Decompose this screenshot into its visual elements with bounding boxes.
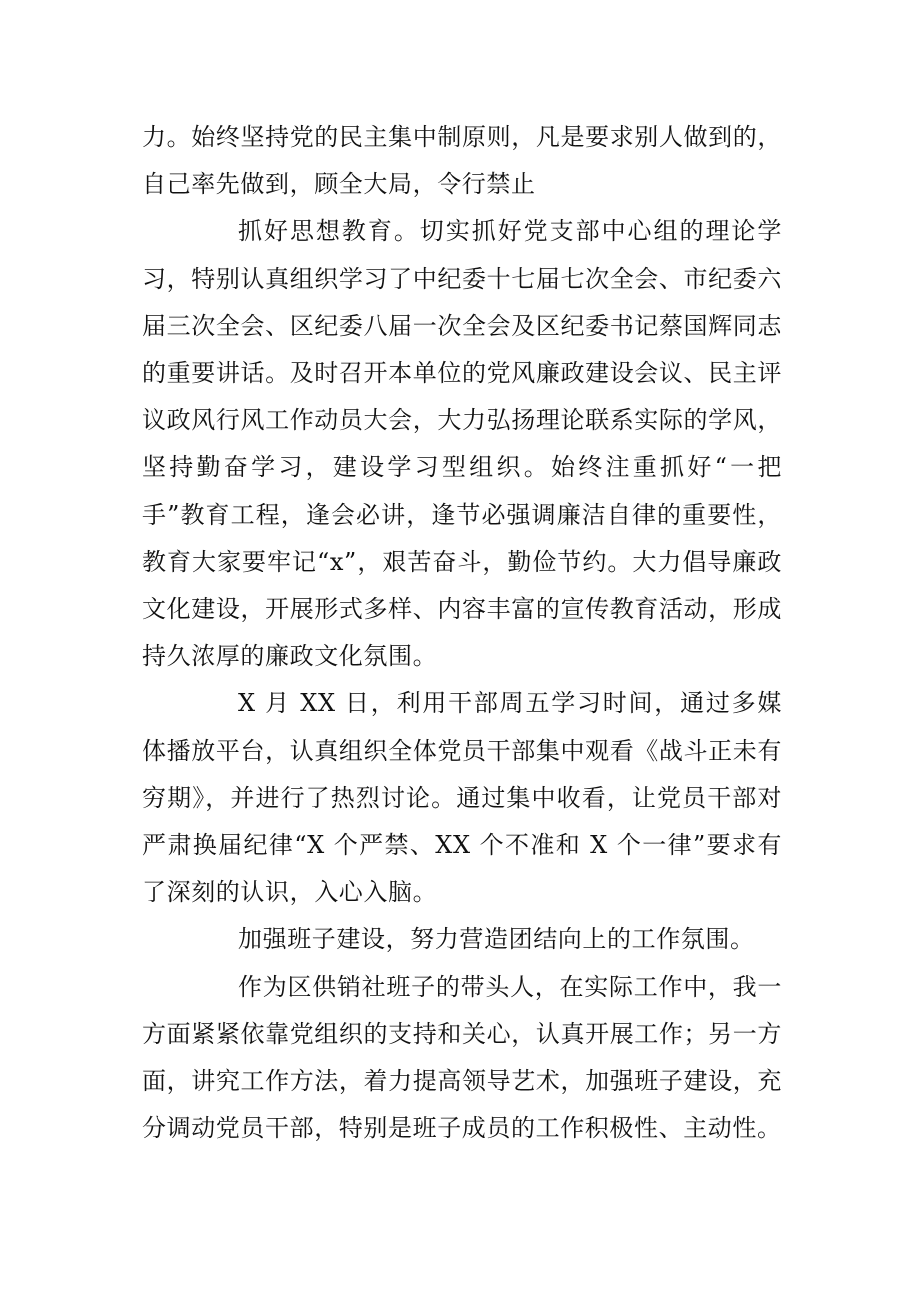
paragraph-film-viewing: X 月 XX 日，利用干部周五学习时间，通过多媒体播放平台，认真组织全体党员干部集中观看《战斗正未有穷期》，并进行了热烈讨论。通过集中收看，让党员干部对严肃换届纪律“X 个严禁、XX 个不准和 X 个一律”要求有了深刻的认识，入心入脑。 [142,689,782,907]
paragraph-team-leader: 作为区供销社班子的带头人，在实际工作中，我一方面紧紧依靠党组织的支持和关心，认真开展工作；另一方面，讲究工作方法，着力提高领导艺术，加强班子建设，充分调动党员干部，特别是班子成员的工作积极性、主动性。 [142,972,782,1143]
document-body [142,114,782,1152]
paragraph-team-building-heading: 加强班子建设，努力营造团结向上的工作氛围。 [238,925,755,954]
paragraph-ideological-education: 抓好思想教育。切实抓好党支部中心组的理论学习，特别认真组织学习了中纪委十七届七次全会、市纪委六届三次全会、区纪委八届一次全会及区纪委书记蔡国辉同志的重要讲话。及时召开本单位的党风廉政建设会议、民主评议政风行风工作动员大会，大力弘扬理论联系实际的学风，坚持勤奋学习，建设学习型组织。始终注重抓好“一把手”教育工程，逢会必讲，逢节必强调廉洁自律的重要性，教育大家要牢记“x”，艰苦奋斗，勤俭节约。大力倡导廉政文化建设，开展形式多样、内容丰富的宣传教育活动，形成持久浓厚的廉政文化氛围。 [142,217,782,671]
paragraph-continuation: 力。始终坚持党的民主集中制原则，凡是要求别人做到的，自己率先做到，顾全大局，令行禁止 [142,123,782,199]
